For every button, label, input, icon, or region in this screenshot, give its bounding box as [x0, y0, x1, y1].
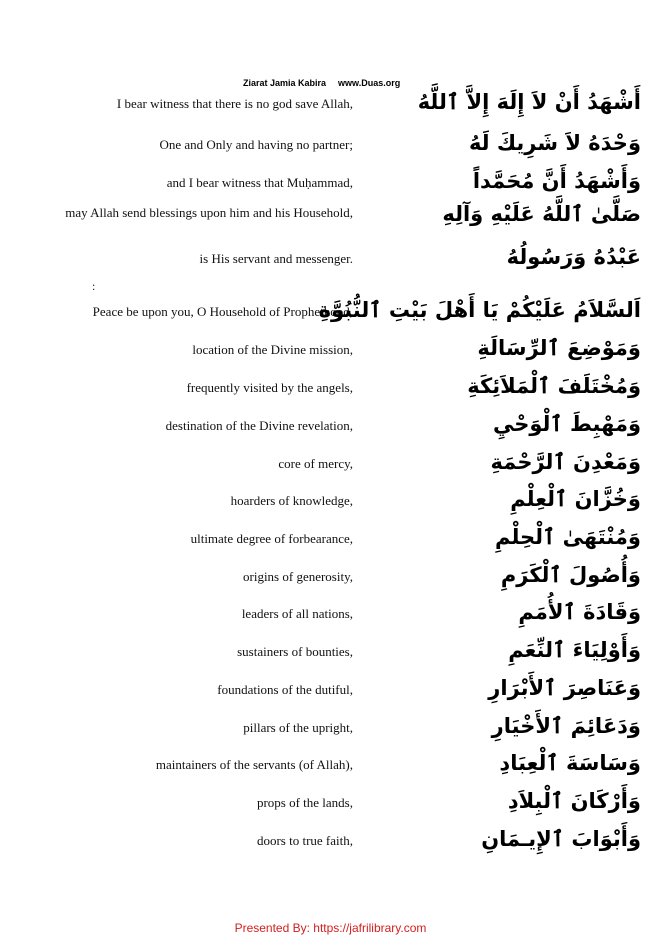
- verse-english: is His servant and messenger.: [199, 251, 353, 266]
- page-header: [243, 78, 400, 88]
- verse-english: One and Only and having no partner;: [159, 137, 353, 152]
- verse-english: may Allah send blessings upon him and his Household,: [65, 205, 353, 220]
- footer-credit[interactable]: Presented By: https://jafrilibrary.com: [234, 921, 427, 935]
- verse-arabic: وَقَادَةَ ٱلأُمَمِ: [518, 600, 641, 624]
- verse-arabic: وَأَشْهَدُ أَنَّ مُحَمَّداً: [472, 169, 641, 193]
- verse-english: destination of the Divine revelation,: [165, 418, 353, 433]
- verse-arabic: وَخُزَّانَ ٱلْعِلْمِ: [510, 487, 641, 511]
- verse-arabic: وَمَهْبِطَ ٱلْوَحْيِ: [492, 412, 641, 436]
- verse-arabic: وَمَوْضِعَ ٱلرِّسَالَةِ: [477, 336, 641, 360]
- verse-arabic: وَأَوْلِيَاءَ ٱلنِّعَمِ: [508, 638, 641, 662]
- verse-arabic: أَشْهَدُ أَنْ لاَ إِلَهَ إِلاَّ ٱللَّهُ: [417, 90, 641, 114]
- verse-english: maintainers of the servants (of Allah),: [155, 757, 353, 772]
- verse-english: I bear witness that there is no god save Allah,: [116, 96, 353, 111]
- verse-arabic: وَمُنْتَهَىٰ ٱلْحِلْمِ: [495, 525, 641, 549]
- verse-arabic: وَمُخْتَلَفَ ٱلْمَلاَئِكَةِ: [467, 374, 641, 398]
- verse-english: and I bear witness that Muḥammad,: [166, 175, 353, 190]
- header-site: www.Duas.org: [338, 78, 401, 88]
- verse-english: foundations of the dutiful,: [217, 682, 353, 697]
- verse-english: hoarders of knowledge,: [230, 493, 353, 508]
- verse-english: sustainers of bounties,: [237, 644, 353, 659]
- verse-english: ultimate degree of forbearance,: [190, 531, 353, 546]
- section-colon: :: [92, 279, 96, 293]
- verse-arabic: وَأَبْوَابَ ٱلإِيـمَانِ: [481, 827, 641, 851]
- verse-english: frequently visited by the angels,: [186, 380, 353, 395]
- verse-arabic: عَبْدُهُ وَرَسُولُهُ: [506, 245, 641, 269]
- verse-arabic: وَأُصُولَ ٱلْكَرَمِ: [500, 563, 641, 587]
- verse-arabic: اَلسَّلاَمُ عَلَيْكُمْ يَا أَهْلَ بَيْتِ ٱلنُّبُوَّةِ: [318, 298, 641, 322]
- verse-english: core of mercy,: [278, 456, 353, 471]
- verse-english: props of the lands,: [256, 795, 353, 810]
- verse-arabic: وَعَنَاصِرَ ٱلأَبْرَارِ: [488, 676, 641, 700]
- verse-english: Peace be upon you, O Household of Prophethood,: [92, 304, 353, 319]
- verse-arabic: وَدَعَائِمَ ٱلأَخْيَارِ: [491, 714, 641, 738]
- verse-english: origins of generosity,: [243, 569, 353, 584]
- verse-english: leaders of all nations,: [241, 606, 353, 621]
- verse-arabic: وَمَعْدِنَ ٱلرَّحْمَةِ: [490, 450, 641, 474]
- verse-english: doors to true faith,: [256, 833, 353, 848]
- verse-arabic: وَحْدَهُ لاَ شَرِيكَ لَهُ: [468, 131, 641, 155]
- verse-english: location of the Divine mission,: [192, 342, 353, 357]
- verse-english: pillars of the upright,: [243, 720, 353, 735]
- verse-arabic: وَأَرْكَانَ ٱلْبِلاَدِ: [507, 789, 641, 813]
- header-title: Ziarat Jamia Kabira: [243, 78, 327, 88]
- verse-arabic: صَلَّىٰ ٱللَّهُ عَلَيْهِ وَآلِهِ: [442, 202, 641, 226]
- verse-arabic: وَسَاسَةَ ٱلْعِبَادِ: [499, 751, 641, 775]
